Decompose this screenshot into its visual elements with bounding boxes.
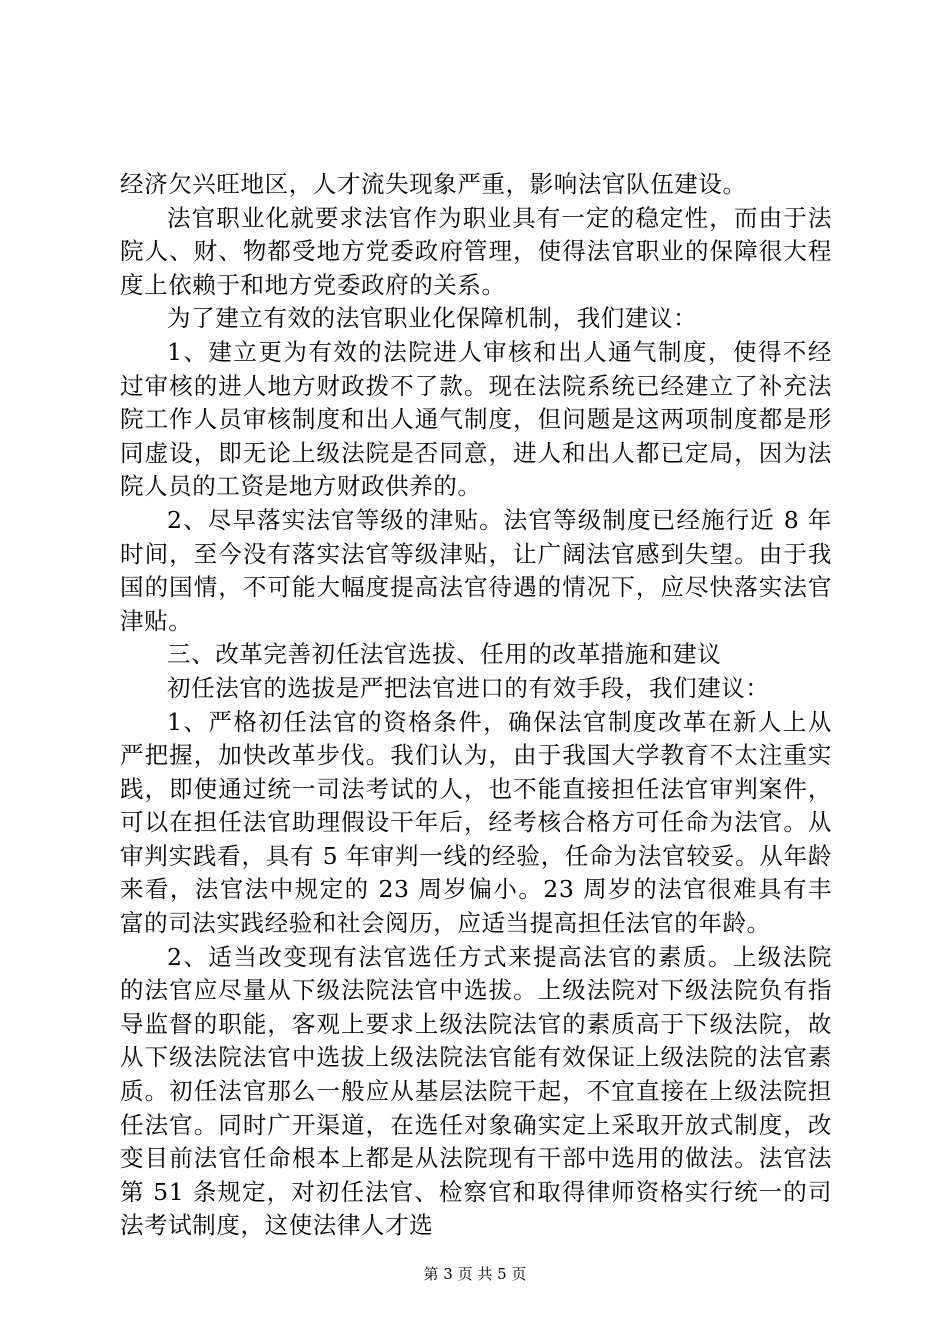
paragraph: 法官职业化就要求法官作为职业具有一定的稳定性，而由于法院人、财、物都受地方党委政府管理，使得法官职业的保障很大程度上依赖于和地方党委政府的关系。	[120, 203, 832, 299]
paragraph: 1、严格初任法官的资格条件，确保法官制度改革在新人上从严把握，加快改革步伐。我们认为，由于我国大学教育不太注重实践，即使通过统一司法考试的人，也不能直接担任法官审判案件，可以在担任法官助理假设干年后，经考核合格方可任命为法官。从审判实践看，具有 5 年审判一线的经验，任命为法官较妥。从年龄来看，法官法中规定的 23 周岁偏小。23 周岁的法官很难具有丰富的司法实践经验和社会阅历，应适当提高担任法官的年龄。	[120, 707, 832, 938]
paragraph: 2、适当改变现有法官选任方式来提高法官的素质。上级法院的法官应尽量从下级法院法官中选拔。上级法院对下级法院负有指导监督的职能，客观上要求上级法院法官的素质高于下级法院，故从下级法院法官中选拔上级法院法官能有效保证上级法院的法官素质。初任法官那么一般应从基层法院干起，不宜直接在上级法院担任法官。同时广开渠道，在选任对象确实定上采取开放式制度，改变目前法官任命根本上都是从法院现有干部中选用的做法。法官法第 51 条规定，对初任法官、检察官和取得律师资格实行统一的司法考试制度，这使法律人才选	[120, 942, 832, 1240]
page-number-footer: 第 3 页 共 5 页	[423, 1265, 527, 1283]
paragraph: 初任法官的选拔是严把法官进口的有效手段，我们建议：	[167, 673, 770, 702]
paragraph-continuation: 经济欠兴旺地区，人才流失现象严重，影响法官队伍建设。	[120, 170, 747, 198]
paragraph: 为了建立有效的法官职业化保障机制，我们建议：	[167, 304, 698, 333]
document-body	[120, 168, 832, 1243]
section-heading: 三、改革完善初任法官选拔、任用的改革措施和建议	[167, 640, 722, 669]
paragraph: 2、尽早落实法官等级的津贴。法官等级制度已经施行近 8 年时间，至今没有落实法官等级津贴，让广阔法官感到失望。由于我国的国情，不可能大幅度提高法官待遇的情况下，应尽快落实法官津贴。	[120, 505, 832, 635]
paragraph: 1、建立更为有效的法院进人审核和出人通气制度，使得不经过审核的进人地方财政拨不了款。现在法院系统已经建立了补充法院工作人员审核制度和出人通气制度，但问题是这两项制度都是形同虚设，即无论上级法院是否同意，进人和出人都已定局，因为法院人员的工资是地方财政供养的。	[120, 337, 832, 501]
